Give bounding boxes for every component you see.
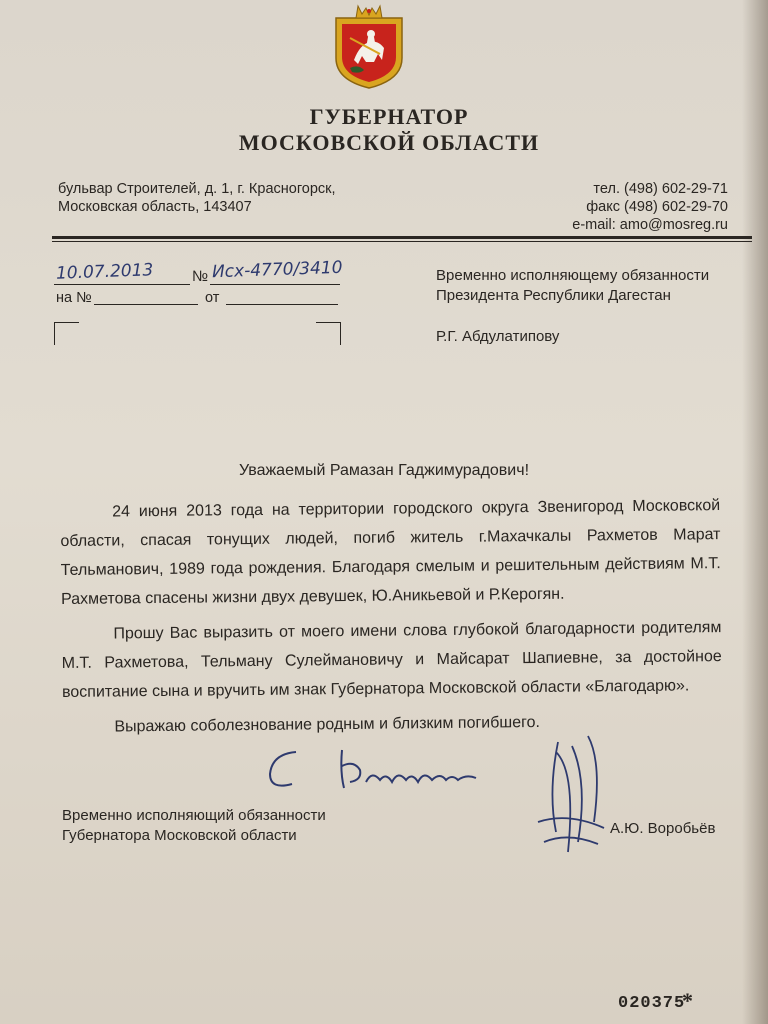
signatory-role-line1: Временно исполняющий обязанности xyxy=(62,807,326,824)
recipient-name: Р.Г. Абдулатипову xyxy=(436,328,560,345)
corner-mark-left xyxy=(54,322,79,345)
paragraph-1: 24 июня 2013 года на территории городского округа Звенигород Московской области, спасая тонущих людей, погиб житель г.Махачкалы Рахметов Марат Тельманович, 1989 года рождения. Благодаря смелым и решительным действиям М.Т. Рахметова спасены жизни двух девушек, Ю.Аникьевой и Р.Керогян. xyxy=(60,497,721,608)
issuer-address xyxy=(58,180,336,216)
form-serial-number: 020375 xyxy=(618,994,686,1013)
paragraph-3: Выражаю соболезнование родным и близким погибшего. xyxy=(114,713,541,736)
outgoing-number: Исх-4770/3410 xyxy=(211,257,343,283)
address-line2: Московская область, 143407 xyxy=(58,199,252,215)
date-underline xyxy=(54,284,190,285)
address-line1: бульвар Строителей, д. 1, г. Красногорск, xyxy=(58,181,336,197)
signatory-name: А.Ю. Воробьёв xyxy=(610,820,716,837)
handwritten-signature xyxy=(528,732,610,862)
reply-number-underline xyxy=(94,304,198,305)
reply-date-underline xyxy=(226,304,338,305)
issuer-title-line2: МОСКОВСКОЙ ОБЛАСТИ xyxy=(238,130,540,155)
issuer-contacts xyxy=(572,180,728,234)
fax-number: факс (498) 602-29-70 xyxy=(586,199,728,215)
signatory-role xyxy=(62,806,326,846)
signatory-role-line2: Губернатора Московской области xyxy=(62,827,297,844)
header-divider-thick xyxy=(52,236,752,239)
corner-mark-right xyxy=(316,322,341,345)
email-address: e-mail: amo@mosreg.ru xyxy=(572,217,728,233)
outgoing-date: 10.07.2013 xyxy=(55,260,154,284)
paragraph-2: Прошу Вас выразить от моего имени слова глубокой благодарности родителям М.Т. Рахметова, Тельману Сулеймановичу и Майсарат Шапиевне, за достойное воспитание сына и вручить им знак Губернатора Московской области «Благодарю». xyxy=(61,619,722,701)
header-divider-thin xyxy=(52,241,752,242)
recipient-block xyxy=(436,266,709,306)
number-underline xyxy=(210,284,340,285)
recipient-line2: Президента Республики Дагестан xyxy=(436,287,671,304)
phone-number: тел. (498) 602-29-71 xyxy=(593,181,728,197)
asterisk-mark: * xyxy=(682,988,693,1013)
number-sign: № xyxy=(192,268,209,285)
issuer-title-line1: ГУБЕРНАТОР xyxy=(309,104,469,129)
recipient-line1: Временно исполняющему обязанности xyxy=(436,267,710,284)
handwritten-regards-note xyxy=(262,744,494,802)
moscow-region-coat-of-arms-icon xyxy=(330,4,408,90)
reply-to-label: на № xyxy=(56,290,92,306)
letter-body xyxy=(60,491,723,748)
salutation: Уважаемый Рамазан Гаджимурадович! xyxy=(238,462,530,479)
reply-from-label: от xyxy=(205,290,220,306)
